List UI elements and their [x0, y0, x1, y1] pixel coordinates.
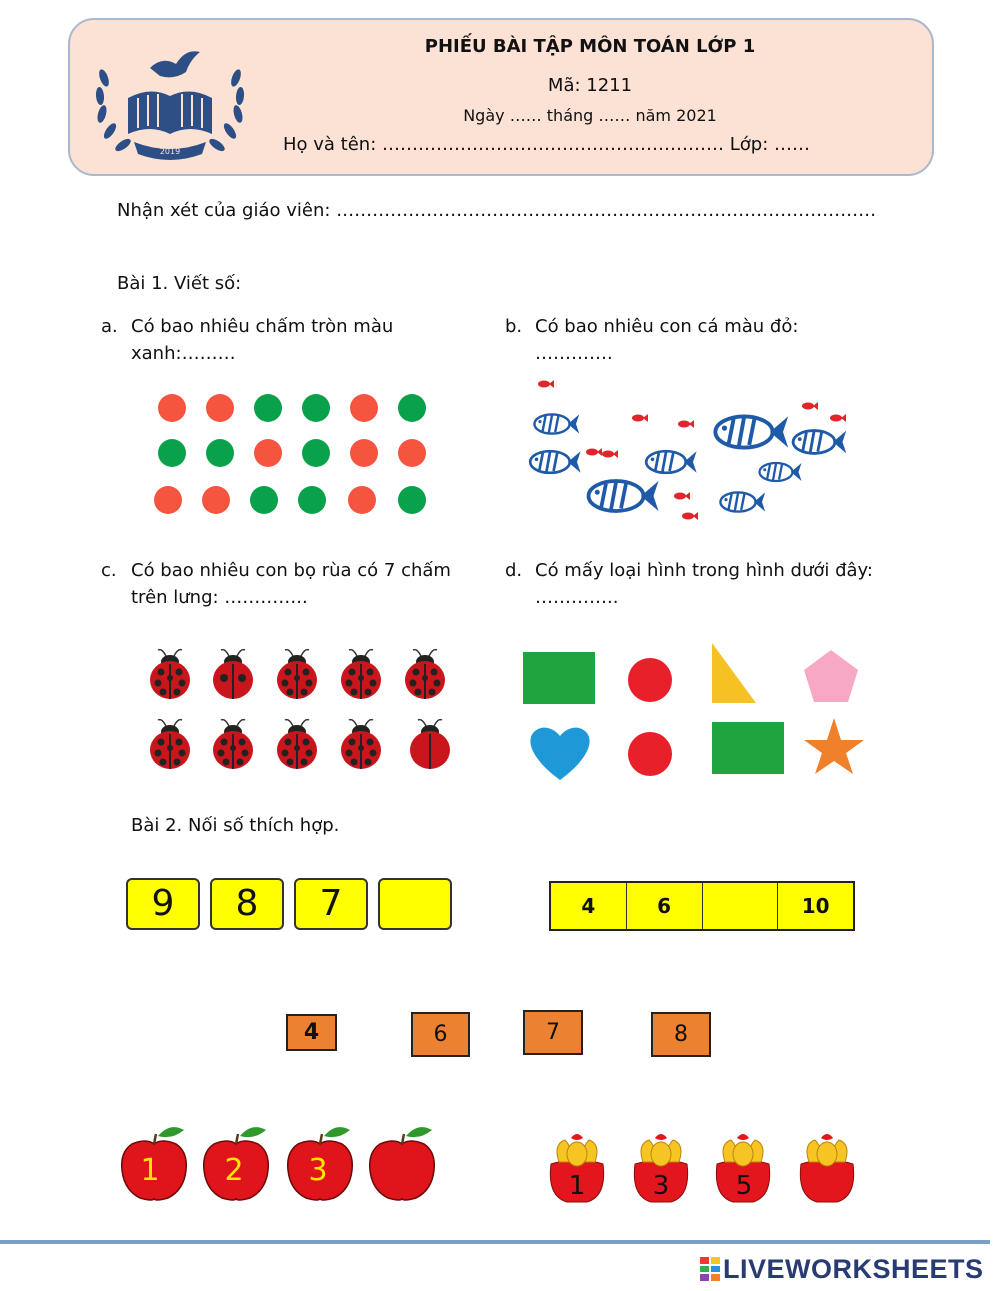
dots-grid — [150, 390, 440, 520]
question-c-answer: trên lưng: ………….. — [131, 587, 308, 608]
question-d-answer: ………….. — [535, 587, 619, 608]
worksheet-code: Mã: 1211 — [547, 75, 633, 96]
green-rectangle — [523, 652, 595, 704]
yellow-triangle — [712, 643, 756, 703]
red-fish — [632, 414, 648, 422]
strip-cell-2: 6 — [627, 883, 703, 929]
strip-cell-4: 10 — [778, 883, 853, 929]
shapes-grid — [520, 640, 870, 785]
number-box-2: 8 — [210, 878, 284, 930]
ladybugs-grid — [145, 640, 455, 775]
bag-3 — [716, 1134, 769, 1202]
strip-cell-empty[interactable] — [703, 883, 779, 929]
question-c-label: c. — [101, 560, 117, 581]
blue-fish — [715, 416, 788, 447]
worksheet-title: PHIẾU BÀI TẬP MÔN TOÁN LỚP 1 — [424, 36, 756, 57]
question-a-answer: xanh:……… — [131, 343, 236, 364]
red-circle — [628, 732, 672, 776]
ladybug — [213, 720, 253, 769]
bag-1-number: 1 — [568, 1171, 586, 1201]
question-d-text: Có mấy loại hình trong hình dưới đây: — [535, 560, 873, 581]
exercise-1-title: Bài 1. Viết số: — [117, 273, 242, 294]
option-box-1[interactable]: 4 — [286, 1014, 337, 1051]
pink-pentagon — [804, 650, 858, 702]
ladybug — [277, 650, 317, 699]
bag-2 — [634, 1134, 687, 1202]
worksheet-date: Ngày …… tháng …… năm 2021 — [463, 106, 717, 125]
dots-row-3 — [154, 486, 426, 514]
bag-1 — [550, 1134, 603, 1202]
exercise-2-title: Bài 2. Nối số thích hợp. — [131, 815, 340, 836]
fish-illustration — [520, 372, 860, 527]
question-d — [505, 557, 925, 613]
apple-4 — [370, 1127, 435, 1200]
ladybug — [150, 650, 190, 699]
green-rectangle — [712, 722, 784, 774]
red-fish — [830, 414, 846, 422]
ladybug — [405, 650, 445, 699]
red-fish — [674, 492, 690, 500]
apple-2 — [204, 1127, 269, 1200]
apple-3-number: 3 — [308, 1153, 328, 1188]
option-box-4[interactable]: 8 — [651, 1012, 711, 1057]
blue-fish — [534, 414, 579, 433]
bag-4 — [800, 1134, 853, 1202]
liveworksheets-brand-text: LIVEWORKSHEETS — [723, 1254, 984, 1284]
option-box-2[interactable]: 6 — [411, 1012, 470, 1057]
question-c — [101, 557, 501, 613]
ladybug — [341, 650, 381, 699]
option-box-3[interactable]: 7 — [523, 1010, 583, 1055]
question-a-text: Có bao nhiêu chấm tròn màu — [131, 316, 394, 337]
apple-1-number: 1 — [140, 1153, 160, 1188]
ladybug — [213, 650, 253, 699]
apple-2-number: 2 — [224, 1153, 244, 1188]
ladybug — [341, 720, 381, 769]
question-b — [505, 313, 905, 369]
school-logo — [90, 38, 250, 168]
orange-star — [804, 718, 864, 774]
blue-fish — [646, 451, 696, 473]
apples-row — [120, 1124, 440, 1204]
red-fish — [586, 448, 602, 456]
dots-row-1 — [158, 394, 426, 422]
apple-3 — [288, 1127, 353, 1200]
question-b-label: b. — [505, 316, 523, 337]
apple-1 — [122, 1127, 187, 1200]
red-fish — [678, 420, 694, 428]
ladybug — [410, 720, 450, 769]
number-box-empty[interactable] — [378, 878, 452, 930]
dots-row-2 — [158, 439, 426, 467]
footer-divider — [0, 1240, 990, 1244]
blue-fish — [589, 481, 659, 511]
bag-2-number: 3 — [652, 1171, 670, 1201]
student-name-line: Họ và tên: ………………………………………………… Lớp: …… — [283, 134, 810, 155]
question-b-answer: …………. — [535, 343, 613, 364]
number-strip — [549, 881, 855, 931]
red-circle — [628, 658, 672, 702]
teacher-comment: Nhận xét của giáo viên: ……………………………………………………………………………… — [117, 200, 877, 221]
liveworksheets-brand[interactable] — [700, 1254, 984, 1285]
number-box-3: 7 — [294, 878, 368, 930]
red-fish — [802, 402, 818, 410]
question-c-text: Có bao nhiêu con bọ rùa có 7 chấm — [131, 560, 451, 581]
question-b-text: Có bao nhiêu con cá màu đỏ: — [535, 316, 799, 337]
blue-fish — [760, 463, 802, 481]
red-fish — [538, 380, 554, 388]
red-fish — [682, 512, 698, 520]
blue-fish — [793, 431, 846, 454]
blue-fish — [720, 492, 765, 511]
bags-row — [543, 1126, 868, 1206]
number-box-1: 9 — [126, 878, 200, 930]
question-a-label: a. — [101, 316, 118, 337]
red-fish — [602, 450, 618, 458]
ladybug — [277, 720, 317, 769]
strip-cell-1: 4 — [551, 883, 627, 929]
liveworksheets-logo-icon — [700, 1257, 720, 1281]
logo-year: 2019 — [159, 147, 181, 156]
question-a — [101, 313, 481, 369]
question-d-label: d. — [505, 560, 523, 581]
ladybug — [150, 720, 190, 769]
blue-fish — [530, 451, 580, 473]
bag-3-number: 5 — [735, 1171, 753, 1201]
blue-heart — [530, 728, 589, 780]
